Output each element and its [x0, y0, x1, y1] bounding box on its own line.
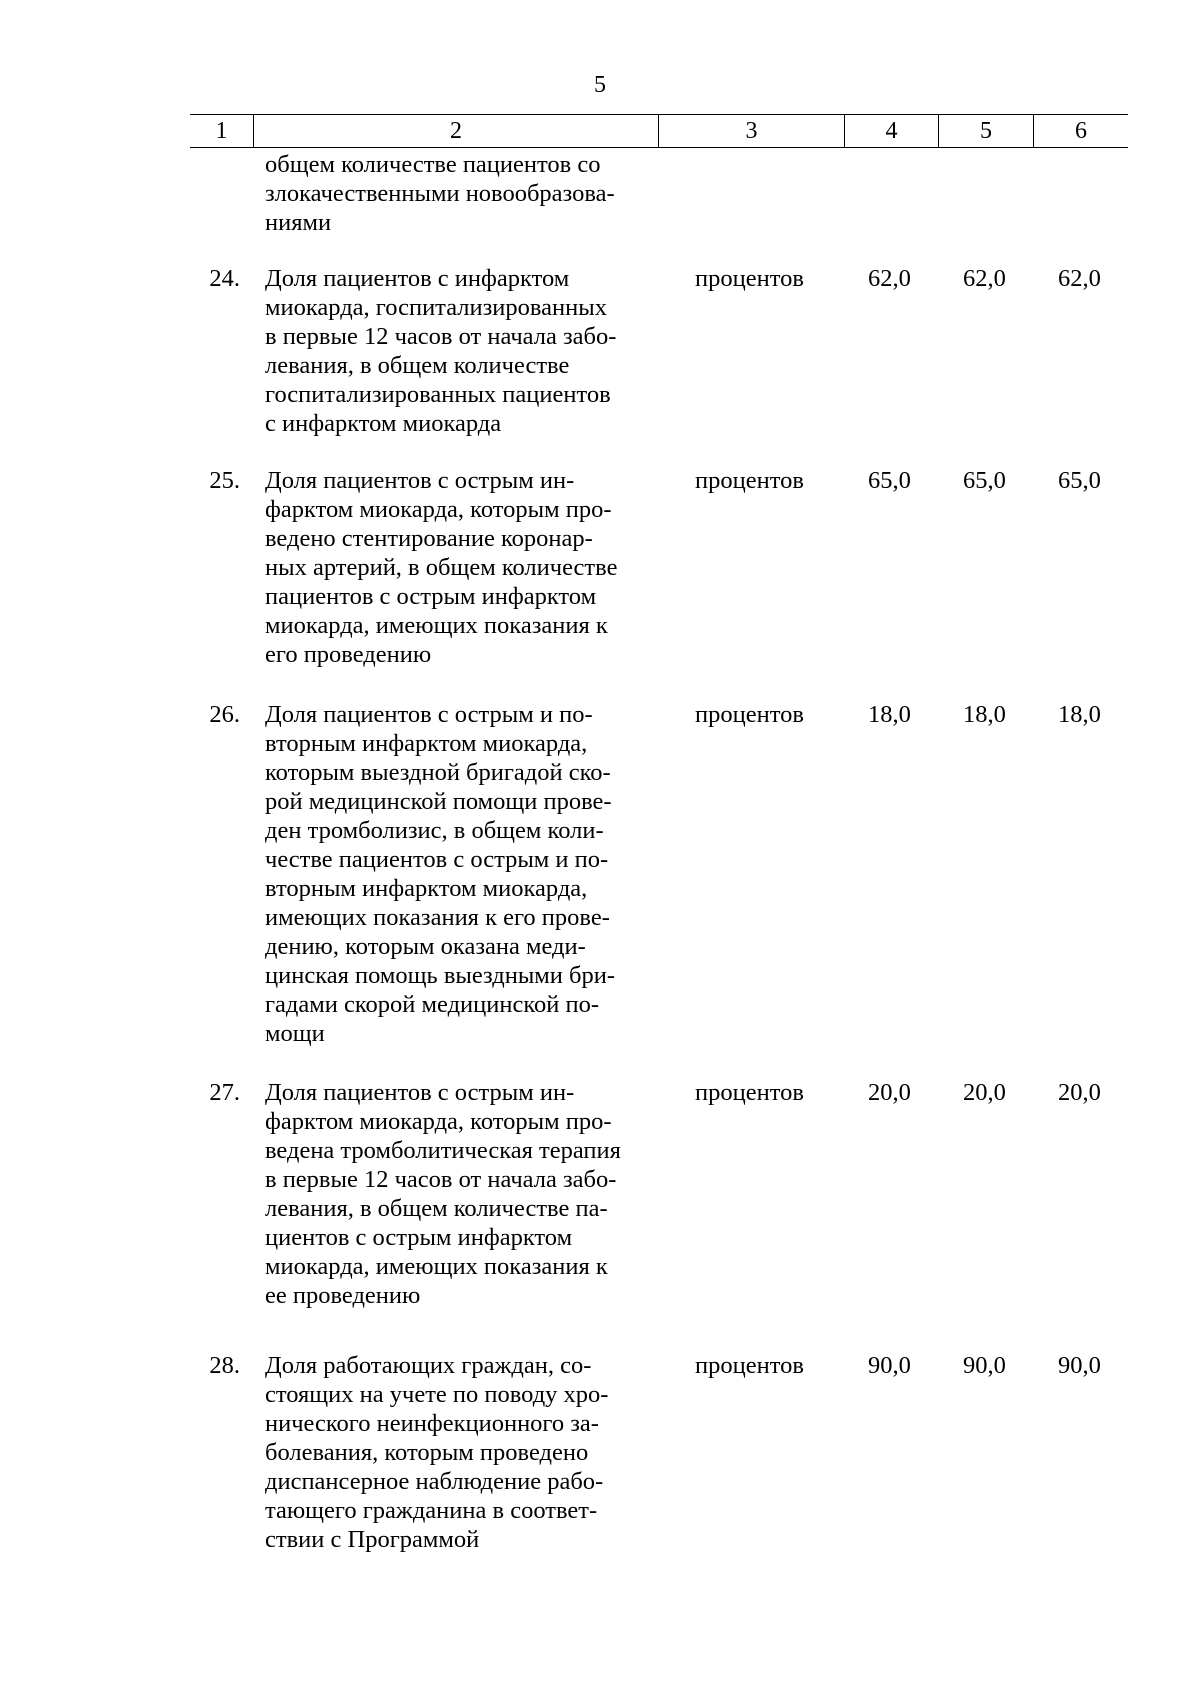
- page-number: 5: [594, 72, 606, 98]
- value-col-5: 20,0: [963, 1079, 1006, 1106]
- value-col-4: 90,0: [868, 1352, 911, 1379]
- header-col-1: 1: [215, 118, 228, 144]
- header-col-4: 4: [844, 115, 938, 147]
- value-col-4: 62,0: [868, 265, 911, 292]
- value-col-5: 90,0: [963, 1352, 1006, 1379]
- table-header: [190, 114, 1128, 148]
- unit-of-measure: процентов: [695, 701, 804, 728]
- value-col-6: 90,0: [1058, 1352, 1101, 1379]
- header-col-3: 3: [658, 115, 844, 147]
- value-col-4: 18,0: [868, 701, 911, 728]
- value-col-5: 18,0: [963, 701, 1006, 728]
- indicator-description: общем количестве пациентов со злокачественными новообразова- ниями: [265, 151, 615, 236]
- value-col-6: 20,0: [1058, 1079, 1101, 1106]
- header-col-2: 2: [253, 115, 658, 147]
- value-col-4: 65,0: [868, 467, 911, 494]
- row-number: 28.: [209, 1352, 240, 1379]
- value-col-6: 65,0: [1058, 467, 1101, 494]
- row-number: 25.: [209, 467, 240, 494]
- row-number: 26.: [209, 701, 240, 728]
- row-number: 27.: [209, 1079, 240, 1106]
- unit-of-measure: процентов: [695, 1079, 804, 1106]
- indicator-description: Доля пациентов с острым ин- фарктом миокарда, которым про- ведена тромболитическая терапия в первые 12 часов от начала забо- левания, в общем количестве па- циентов с острым инфарктом миокарда, имеющих показания к ее проведению: [265, 1079, 621, 1309]
- row-number: 24.: [209, 265, 240, 292]
- indicator-description: Доля пациентов с острым ин- фарктом миокарда, которым про- ведено стентирование коронар- ных артерий, в общем количестве пациентов с острым инфарктом миокарда, имеющих показания к его проведению: [265, 467, 618, 668]
- unit-of-measure: процентов: [695, 467, 804, 494]
- unit-of-measure: процентов: [695, 1352, 804, 1379]
- value-col-5: 62,0: [963, 265, 1006, 292]
- indicator-description: Доля работающих граждан, со- стоящих на учете по поводу хро- нического неинфекционного за- болевания, которым проведено диспансерное наблюдение рабо- тающего гражданина в соответ- ствии с Программой: [265, 1352, 609, 1553]
- value-col-5: 65,0: [963, 467, 1006, 494]
- value-col-6: 18,0: [1058, 701, 1101, 728]
- unit-of-measure: процентов: [695, 265, 804, 292]
- value-col-6: 62,0: [1058, 265, 1101, 292]
- indicator-description: Доля пациентов с инфарктом миокарда, госпитализированных в первые 12 часов от начала забо- левания, в общем количестве госпитализированных пациентов с инфарктом миокарда: [265, 265, 617, 437]
- header-col-6: 6: [1033, 115, 1128, 147]
- header-col-5: 5: [938, 115, 1033, 147]
- value-col-4: 20,0: [868, 1079, 911, 1106]
- indicator-description: Доля пациентов с острым и по- вторным инфарктом миокарда, которым выездной бригадой ско- рой медицинской помощи прове- ден тромболизис, в общем коли- честве пациентов с острым и по- вторным инфарктом миокарда, имеющих показания к его прове- дению, которым оказана меди- цинская помощь выездными бри- гадами скорой медицинской по- мощи: [265, 701, 616, 1047]
